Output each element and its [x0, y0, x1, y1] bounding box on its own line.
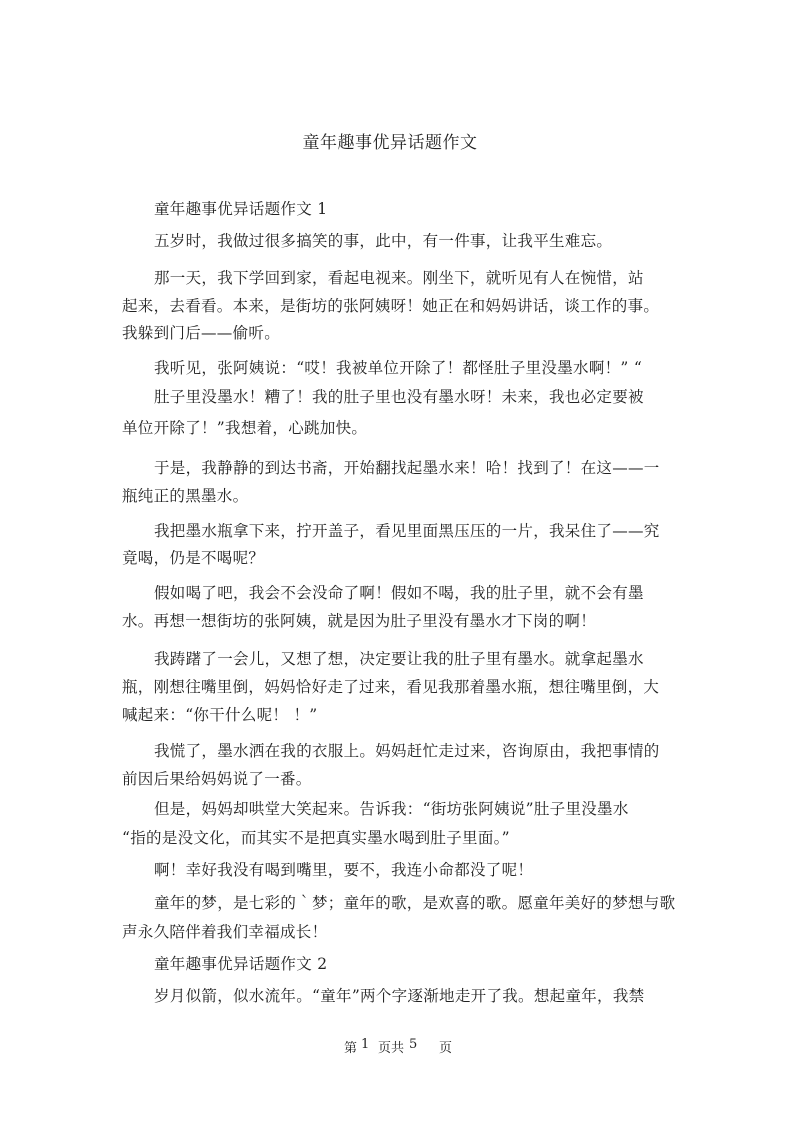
section-heading-2: 童年趣事优异话题作文 2 [154, 955, 328, 973]
paragraph-line: 我听见，张阿姨说：“哎！我被单位开除了！都怪肚子里没墨水啊！” “ [154, 359, 643, 377]
footer-suffix: 页 [439, 1041, 453, 1056]
paragraph-line: 水。再想一想街坊的张阿姨，就是因为肚子里没有墨水才下岗的啊！ [122, 612, 597, 630]
paragraph-line: 岁月似箭，似水流年。“童年”两个字逐渐地走开了我。想起童年，我禁 [154, 987, 645, 1005]
paragraph-line: 我慌了，墨水洒在我的衣服上。妈妈赶忙走过来，咨询原由，我把事情的 [154, 742, 660, 760]
paragraph-line: 五岁时，我做过很多搞笑的事，此中，有一件事，让我平生难忘。 [154, 232, 613, 250]
footer-middle: 页共 [378, 1041, 405, 1056]
paragraph-line: “指的是没文化，而其实不是把真实墨水喝到肚子里面。” [122, 829, 510, 847]
section-heading-1: 童年趣事优异话题作文 1 [154, 200, 328, 218]
paragraph-line: 我躲到门后——偷听。 [122, 324, 281, 342]
paragraph-line: 假如喝了吧，我会不会没命了啊！假如不喝，我的肚子里，就不会有墨 [154, 584, 644, 602]
paragraph-line: 起来，去看看。本来，是街坊的张阿姨呀！她正在和妈妈讲话，谈工作的事。 [122, 297, 660, 315]
paragraph-line: 于是，我静静的到达书斋，开始翻找起墨水来！哈！找到了！在这——一 [154, 459, 660, 477]
paragraph-line: 瓶，刚想往嘴里倒，妈妈恰好走了过来，看见我那着墨水瓶，想往嘴里倒，大 [122, 678, 660, 696]
paragraph-line: 单位开除了！”我想着，心跳加快。 [122, 419, 368, 437]
footer-prefix: 第 [344, 1041, 358, 1056]
paragraph-line: 那一天，我下学回到家，看起电视来。刚坐下，就听见有人在惋惜，站 [154, 269, 644, 287]
paragraph-line: 喊起来：“你干什么呢！ ！” [122, 706, 318, 724]
paragraph-line: 肚子里没墨水！糟了！我的肚子里也没有墨水呀！未来，我也必定要被 [154, 388, 644, 406]
paragraph-line: 啊！幸好我没有喝到嘴里，要不，我连小命都没了呢！ [154, 861, 534, 879]
paragraph-line: 竟喝，仍是不喝呢？ [122, 549, 265, 567]
paragraph-line: 瓶纯正的黑墨水。 [122, 487, 249, 505]
paragraph-line: 我踌躇了一会儿，又想了想，决定要让我的肚子里有墨水。就拿起墨水 [154, 650, 644, 668]
paragraph-line: 前因后果给妈妈说了一番。 [122, 770, 312, 788]
paragraph-line: 声永久陪伴着我们幸福成长！ [122, 923, 328, 941]
footer-page-total: 5 [409, 1037, 418, 1052]
paragraph-line: 童年的梦，是七彩的｀梦；童年的歌，是欢喜的歌。愿童年美好的梦想与歌 [154, 894, 676, 912]
paragraph-line: 我把墨水瓶拿下来，拧开盖子，看见里面黑压压的一片，我呆住了——究 [154, 522, 660, 540]
paragraph-line: 但是，妈妈却哄堂大笑起来。告诉我：“街坊张阿姨说”肚子里没墨水 [154, 800, 629, 818]
footer-page-number: 1 [361, 1037, 370, 1052]
document-title: 童年趣事优异话题作文 [302, 133, 478, 153]
